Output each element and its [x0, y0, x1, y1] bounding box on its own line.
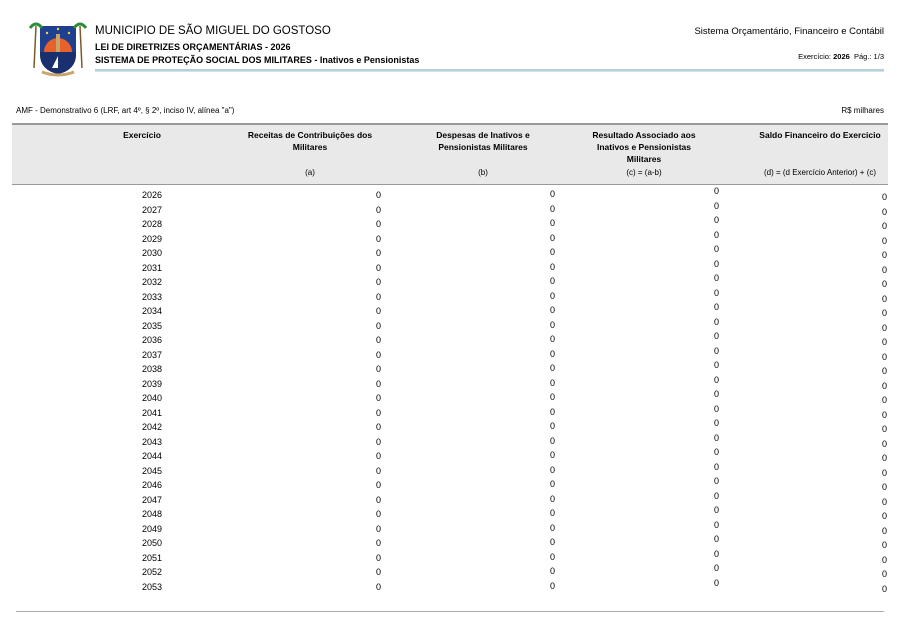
- row-year: 2032: [141, 277, 162, 287]
- row-value: 0: [549, 261, 555, 272]
- row-value: 0: [549, 464, 555, 475]
- row-year: 2035: [141, 320, 162, 331]
- row-value: 0: [549, 334, 555, 344]
- row-value: 0: [881, 554, 887, 565]
- row-value: 0: [375, 320, 381, 331]
- row-value: 0: [713, 331, 719, 341]
- row-value: 0: [713, 563, 719, 573]
- row-value: 0: [713, 476, 719, 486]
- row-value: 0: [549, 247, 555, 257]
- row-value: 0: [713, 258, 719, 269]
- footer-divider: [16, 611, 884, 612]
- row-value: 0: [549, 290, 555, 301]
- row-value: 0: [375, 480, 381, 490]
- row-value: 0: [713, 186, 719, 196]
- row-value: 0: [549, 551, 555, 562]
- row-value: 0: [713, 461, 719, 472]
- row-value: 0: [375, 262, 381, 273]
- row-value: 0: [375, 219, 381, 229]
- row-value: 0: [375, 248, 381, 258]
- exercise-label: Exercício:: [798, 52, 834, 61]
- row-value: 0: [375, 378, 381, 389]
- row-year: 2050: [141, 538, 162, 548]
- row-year: 2047: [141, 494, 162, 505]
- header-divider: [95, 69, 884, 72]
- row-value: 0: [549, 189, 555, 199]
- row-value: 0: [375, 552, 381, 563]
- row-value: 0: [375, 465, 381, 476]
- row-value: 0: [881, 395, 887, 405]
- row-value: 0: [549, 566, 555, 576]
- row-value: 0: [375, 393, 381, 403]
- row-value: 0: [549, 319, 555, 330]
- row-value: 0: [375, 407, 381, 418]
- column-header-1: Receitas de Contribuições dos Militares: [247, 130, 373, 152]
- row-year: 2051: [141, 552, 162, 563]
- row-value: 0: [375, 306, 381, 316]
- row-value: 0: [881, 438, 887, 449]
- row-value: 0: [881, 525, 887, 536]
- row-value: 0: [375, 204, 381, 215]
- row-value: 0: [375, 538, 381, 548]
- row-value: 0: [713, 505, 719, 515]
- row-year: 2037: [141, 349, 162, 360]
- row-year: 2039: [141, 378, 162, 389]
- row-value: 0: [375, 291, 381, 302]
- row-value: 0: [881, 322, 887, 333]
- subtitle-bold: SISTEMA DE PROTEÇÃO SOCIAL DOS MILITARES: [95, 55, 312, 65]
- row-year: 2049: [141, 523, 162, 534]
- column-header-4: Saldo Financeiro do Exercicio: [759, 130, 881, 140]
- row-value: 0: [375, 509, 381, 519]
- row-value: 0: [549, 377, 555, 388]
- row-year: 2030: [141, 248, 162, 258]
- row-year: 2038: [141, 364, 162, 374]
- row-value: 0: [881, 409, 887, 420]
- row-value: 0: [375, 335, 381, 345]
- row-year: 2034: [141, 306, 162, 316]
- row-value: 0: [713, 316, 719, 327]
- row-value: 0: [881, 569, 887, 579]
- row-value: 0: [881, 308, 887, 318]
- column-header-0: Exercício: [123, 130, 161, 140]
- row-value: 0: [713, 360, 719, 370]
- column-note-2: (b): [478, 168, 488, 177]
- column-header-2: Despesas de Inativos e Pensionistas Militares: [436, 130, 530, 152]
- row-value: 0: [881, 583, 887, 594]
- row-value: 0: [375, 190, 381, 200]
- row-value: 0: [375, 233, 381, 244]
- row-year: 2053: [141, 581, 162, 592]
- row-value: 0: [881, 337, 887, 347]
- row-value: 0: [713, 534, 719, 544]
- row-year: 2040: [141, 393, 162, 403]
- municipal-coat-of-arms-logo: [28, 18, 88, 78]
- row-year: 2045: [141, 465, 162, 476]
- row-year: 2048: [141, 509, 162, 519]
- row-value: 0: [881, 366, 887, 376]
- row-year: 2036: [141, 335, 162, 345]
- row-value: 0: [549, 363, 555, 373]
- row-value: 0: [881, 496, 887, 507]
- report-title: AMF - Demonstrativo 6 (LRF, art 4º, § 2º, inciso IV, alínea "a"): [16, 106, 235, 115]
- row-value: 0: [549, 232, 555, 243]
- system-name: Sistema Orçamentário, Financeiro e Contábil: [694, 26, 884, 37]
- row-value: 0: [375, 364, 381, 374]
- row-value: 0: [375, 451, 381, 461]
- row-value: 0: [881, 453, 887, 463]
- table-header: [12, 123, 888, 185]
- exercise-page-info: [798, 52, 884, 61]
- row-value: 0: [713, 215, 719, 225]
- row-value: 0: [881, 221, 887, 231]
- row-year: 2026: [141, 190, 162, 200]
- row-value: 0: [881, 235, 887, 246]
- currency-unit: R$ milhares: [841, 106, 884, 115]
- page-label: Pág.: 1/3: [849, 52, 884, 61]
- row-value: 0: [881, 540, 887, 550]
- column-note-1: (a): [305, 168, 315, 177]
- row-value: 0: [881, 192, 887, 202]
- row-value: 0: [713, 200, 719, 211]
- row-year: 2042: [141, 422, 162, 432]
- row-value: 0: [375, 494, 381, 505]
- row-value: 0: [549, 421, 555, 431]
- row-value: 0: [549, 348, 555, 359]
- row-value: 0: [713, 432, 719, 443]
- row-value: 0: [549, 203, 555, 214]
- row-value: 0: [549, 305, 555, 315]
- row-value: 0: [549, 276, 555, 286]
- row-year: 2044: [141, 451, 162, 461]
- row-value: 0: [375, 277, 381, 287]
- row-year: 2046: [141, 480, 162, 490]
- subtitle-rest: - Inativos e Pensionistas: [311, 55, 420, 65]
- row-year: 2043: [141, 436, 162, 447]
- row-year: 2027: [141, 204, 162, 215]
- row-year: 2028: [141, 219, 162, 229]
- row-value: 0: [713, 374, 719, 385]
- row-value: 0: [881, 351, 887, 362]
- row-year: 2041: [141, 407, 162, 418]
- row-value: 0: [713, 403, 719, 414]
- row-year: 2052: [141, 567, 162, 577]
- row-year: 2029: [141, 233, 162, 244]
- row-value: 0: [713, 273, 719, 283]
- law-title: LEI DE DIRETRIZES ORÇAMENTÁRIAS - 2026: [95, 42, 291, 52]
- row-value: 0: [713, 287, 719, 298]
- row-value: 0: [375, 567, 381, 577]
- row-value: 0: [375, 523, 381, 534]
- row-value: 0: [549, 392, 555, 402]
- row-value: 0: [549, 537, 555, 547]
- row-value: 0: [549, 493, 555, 504]
- row-value: 0: [549, 508, 555, 518]
- report-subtitle: [95, 55, 419, 65]
- municipality-name: MUNICIPIO DE SÃO MIGUEL DO GOSTOSO: [95, 25, 331, 37]
- row-value: 0: [881, 264, 887, 275]
- row-value: 0: [881, 206, 887, 217]
- row-value: 0: [713, 447, 719, 457]
- column-header-3: Resultado Associado aos Inativos e Pensionistas Militares: [592, 130, 696, 164]
- row-value: 0: [713, 345, 719, 356]
- row-value: 0: [881, 380, 887, 391]
- row-year: 2031: [141, 262, 162, 273]
- row-value: 0: [881, 467, 887, 478]
- row-value: 0: [549, 218, 555, 228]
- row-value: 0: [713, 229, 719, 240]
- row-value: 0: [549, 580, 555, 591]
- row-value: 0: [375, 436, 381, 447]
- row-value: 0: [549, 522, 555, 533]
- row-value: 0: [549, 450, 555, 460]
- row-value: 0: [713, 490, 719, 501]
- row-value: 0: [881, 482, 887, 492]
- row-value: 0: [713, 577, 719, 588]
- row-value: 0: [713, 389, 719, 399]
- row-value: 0: [881, 424, 887, 434]
- row-value: 0: [881, 293, 887, 304]
- row-value: 0: [881, 279, 887, 289]
- row-value: 0: [549, 479, 555, 489]
- row-value: 0: [549, 406, 555, 417]
- column-note-4: (d) = (d Exercício Anterior) + (c): [763, 168, 877, 177]
- row-value: 0: [881, 511, 887, 521]
- row-value: 0: [375, 581, 381, 592]
- row-year: 2033: [141, 291, 162, 302]
- column-note-3: (c) = (a-b): [626, 168, 662, 177]
- row-value: 0: [713, 244, 719, 254]
- row-value: 0: [713, 519, 719, 530]
- row-value: 0: [375, 422, 381, 432]
- row-value: 0: [713, 548, 719, 559]
- row-value: 0: [881, 250, 887, 260]
- row-value: 0: [375, 349, 381, 360]
- row-value: 0: [713, 302, 719, 312]
- row-value: 0: [549, 435, 555, 446]
- exercise-value: 2026: [833, 52, 850, 61]
- row-value: 0: [713, 418, 719, 428]
